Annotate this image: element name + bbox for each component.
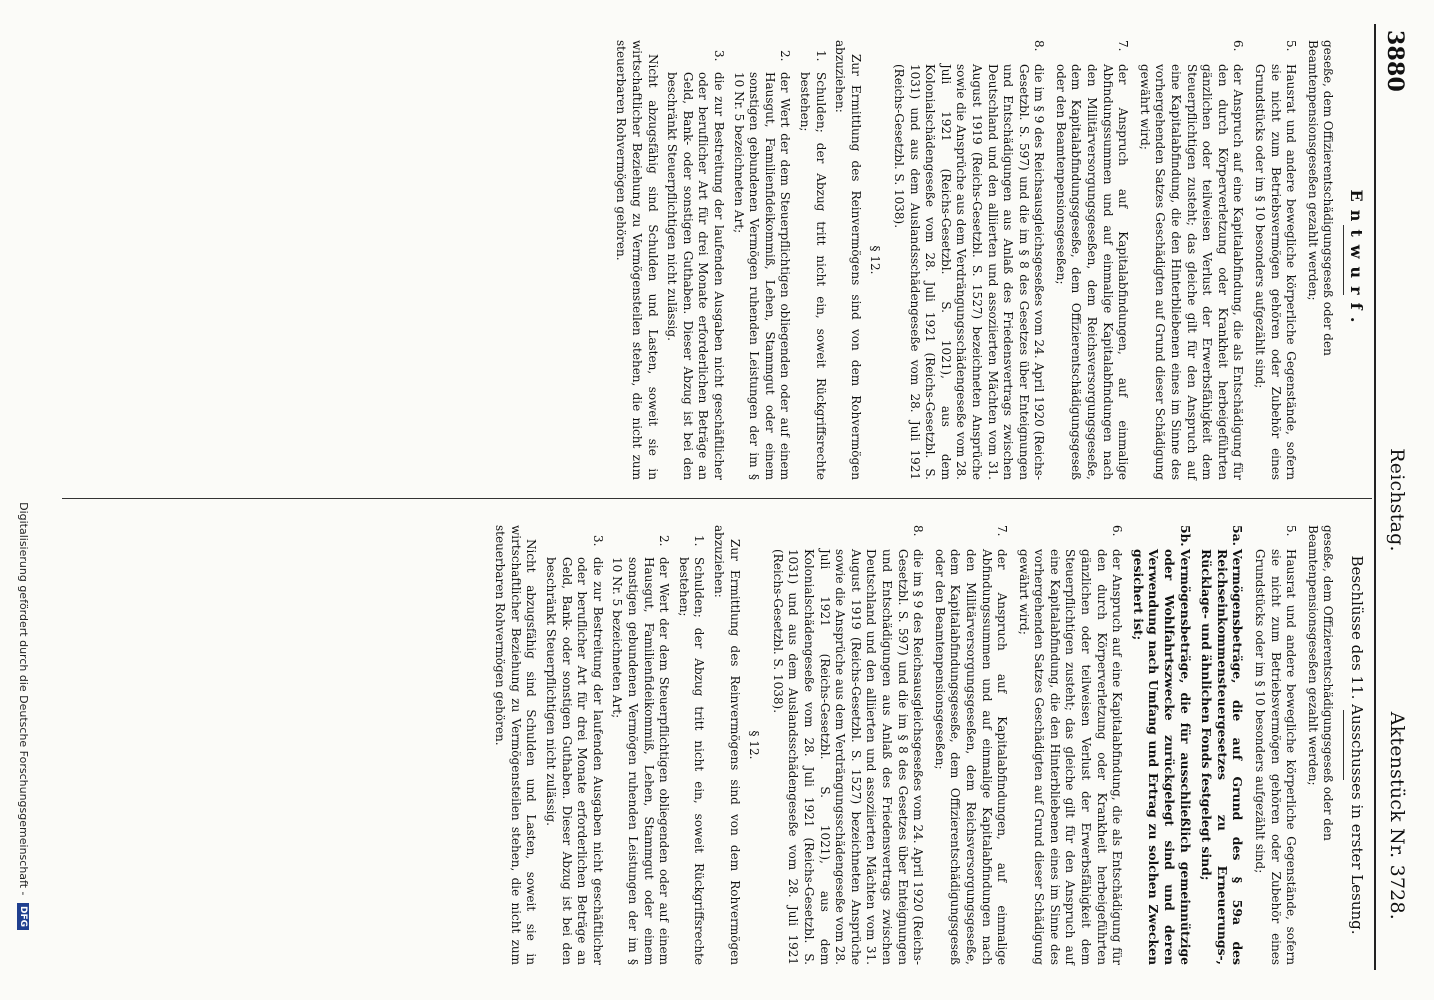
subitem — [664, 40, 726, 480]
subitem-text: der Wert der dem Steuerpflichtigen obliegenden oder auf einem Hausgut, Familienfideikommiß, Lehen, Stammgut oder einem sonstigen gebundenen Vermögen ruhenden Leistungen der im § 10 Nr. 5 bezeichneten Art; — [731, 72, 793, 480]
item-text: die im § 9 des Reichsausgleichsgeseßes vom 24. April 1920 (Reichs-Gesetzbl. S. 597) und die im § 8 des Gesetzes über Enteignungen und Entschädigungen aus Anlaß des Friedensvertrags zwischen Deutschland und den alliierten und assoziierten Mächten vom 31. August 1919 (Reichs-Gesetzbl. S. 1527) bezeichneten Ansprüche sowie die Ansprüche aus dem Verdrängungsschädengeseße vom 28. Juli 1921 (Reichs-Gesetzbl. S. 1021), aus dem Kolonialschädengeseße vom 28. Juli 1921 (Reichs-Gesetzbl. S. 1031) und aus dem Auslandsschädengeseße vom 28. Juli 1921 (Reichs-Gesetzbl. S. 1038). — [891, 64, 1047, 480]
title-rule — [1343, 225, 1344, 295]
subitem — [730, 40, 792, 480]
item-number: 6. — [1231, 40, 1246, 52]
left-column-title: Entwurf. — [1347, 189, 1366, 331]
list-item — [1052, 40, 1130, 480]
item-number: 8. — [1032, 40, 1047, 52]
closing-text: Nicht abzugsfähig sind Schulden und Lasten, soweit sie in wirtschaftlicher Beziehung zu Vermögensteilen stehen, die nicht zum steuerbaren Rohvermögen gehören. — [493, 525, 539, 965]
list-item — [1136, 40, 1245, 480]
paragraph-heading: § 12. — [747, 730, 762, 760]
subitem-list — [543, 525, 707, 965]
subitem-list — [664, 40, 828, 480]
header-title: Reichstag. — [1386, 448, 1408, 552]
subitem — [796, 40, 827, 480]
continuation-text: geseße, dem Offizierentschädigungsgeseß oder den Beamtenpensionsgeseßen gezahlt werden; — [1305, 525, 1336, 841]
item-number: 7. — [995, 525, 1010, 537]
item-number: 7. — [1116, 40, 1131, 52]
page-number: 3880 — [1382, 30, 1408, 93]
list-item — [890, 40, 1046, 480]
header-document-number: Aktenstück Nr. 3728. — [1386, 711, 1408, 920]
item-text: der Anspruch auf Kapitalabfindungen, auf einmalige Abfindungssummen und auf einmalige Kapitalabfindungen nach den Militärversorgungsgeseßen, dem Reichsversorgungsgeseße, dem Kapitalabfindungsgeseße, dem Offizierentschädigungsgeseß oder den Beamtenpensionsgeseßen; — [1053, 64, 1131, 480]
list-item — [1015, 525, 1124, 965]
subitem-number: 1. — [692, 535, 707, 547]
title-rule — [1343, 710, 1344, 780]
item-text: Vermögensbeträge, die auf Grund des § 59a des Reichseinkommensteuergesetzes zu Erneuerungs-, Rücklage- und ähnlichen Fonds festgelegt sind; — [1199, 549, 1246, 965]
right-column-resolutions — [492, 525, 1364, 965]
list-item — [1199, 525, 1246, 965]
item-text: Hausrat und andere bewegliche körperliche Gegenstände, sofern sie nicht zum Betriebsvermögen gehören oder Zubehör eines Grundstücks oder im § 10 besonders aufgezählt sind; — [1253, 64, 1299, 480]
list-item — [1251, 40, 1298, 480]
item-list — [769, 525, 1298, 965]
item-text: der Anspruch auf eine Kapitalabfindung, die als Entschädigung für den durch Körperverletzung oder Krankheit herbeigeführten gänzlichen oder teilweisen Verlust der Erwerbsfähigkeit dem Steuerpflichtigen zusteht; das gleiche gilt für den Anspruch auf eine Kapitalabfindung, die den Hinterbliebenen eines im Sinne des vorhergehenden Satzes Geschädigten auf Grund dieser Schädigung gewährt wird; — [1016, 549, 1125, 965]
right-column-title: Beschlüsse des 11. Ausschusses in erster Lesung. — [1348, 555, 1366, 935]
column-divider — [62, 498, 1372, 499]
paragraph-intro: Zur Ermittlung des Reinvermögens sind von dem Rohvermögen abzuziehen: — [712, 525, 742, 965]
subitem-text: Schulden; der Abzug tritt nicht ein, soweit Rückgriffsrechte bestehen; — [798, 72, 828, 480]
item-text: Vermögensbeträge, die für ausschließlich gemeinnützige oder Wohlfahrtszwecke zurückgelegt sind und deren Verwendung nach Umfang und Ertrag zu solchen Zwecken gesichert ist; — [1130, 549, 1193, 965]
subitem-number: 1. — [813, 50, 828, 62]
left-column-draft — [613, 40, 1364, 480]
paragraph-heading: § 12. — [868, 245, 883, 275]
page-header — [1372, 0, 1412, 1000]
subitem-text: der Wert der dem Steuerpflichtigen obliegenden oder auf einem Hausgut, Familienfideikommiß, Lehen, Stammgut oder einem sonstigen gebundenen Vermögen ruhenden Leistungen der im § 10 Nr. 5 bezeichneten Art; — [610, 557, 672, 965]
item-text: die im § 9 des Reichsausgleichsgeseßes vom 24. April 1920 (Reichs-Gesetzbl. S. 597) und die im § 8 des Gesetzes über Enteignungen und Entschädigungen aus Anlaß des Friedensvertrags zwischen Deutschland und den alliierten und assoziierten Mächten vom 31. August 1919 (Reichs-Gesetzbl. S. 1527) bezeichneten Ansprüche sowie die Ansprüche aus dem Verdrängungsschädengeseße vom 28. Juli 1921 (Reichs-Gesetzbl. S. 1021), aus dem Kolonialschädengeseße vom 28. Juli 1921 (Reichs-Gesetzbl. S. 1031) und aus dem Auslandsschädengeseße vom 28. Juli 1921 (Reichs-Gesetzbl. S. 1038). — [770, 549, 926, 965]
list-item — [1130, 525, 1192, 965]
item-text: der Anspruch auf Kapitalabfindungen, auf einmalige Abfindungssummen und auf einmalige Kapitalabfindungen nach den Militärversorgungsgeseßen, dem Reichsversorgungsgeseße, dem Kapitalabfindungsgeseße, dem Offizierentschädigungsgeseß oder den Beamtenpensionsgeseßen; — [932, 549, 1010, 965]
item-text: der Anspruch auf eine Kapitalabfindung, die als Entschädigung für den durch Körperverletzung oder Krankheit herbeigeführten gänzlichen oder teilweisen Verlust der Erwerbsfähigkeit dem Steuerpflichtigen zusteht; das gleiche gilt für den Anspruch auf eine Kapitalabfindung, die den Hinterbliebenen eines im Sinne des vorhergehenden Satzes Geschädigten auf Grund dieser Schädigung gewährt wird; — [1137, 64, 1246, 480]
digitization-credit — [6, 0, 30, 1000]
continuation-text: geseße, dem Offizierentschädigungsgeseß oder den Beamtenpensionsgeseßen gezahlt werden; — [1305, 40, 1336, 356]
item-number: 8. — [911, 525, 926, 537]
item-number: 5. — [1284, 525, 1299, 537]
item-number: 5. — [1284, 40, 1299, 52]
subitem-text: die zur Bestreitung der laufenden Ausgaben nicht geschäftlicher oder beruflicher Art für drei Monate erforderlichen Beträge an Geld, Bank- oder sonstigen Guthaben. Dieser Abzug ist bei den beschränkt Steuerpflichtigen nicht zulässig. — [544, 557, 605, 965]
item-number: 5a. — [1230, 525, 1246, 546]
dfg-logo: DFG — [17, 903, 29, 930]
list-item — [931, 525, 1009, 965]
subitem — [675, 525, 706, 965]
subitem-number: 3. — [712, 50, 727, 62]
credit-text: Digitalisierung gefördert durch die Deutsche Forschungsgemeinschaft - — [17, 502, 30, 896]
subitem — [543, 525, 605, 965]
item-list — [890, 40, 1298, 480]
closing-text: Nicht abzugsfähig sind Schulden und Lasten, soweit sie in wirtschaftlicher Beziehung zu Vermögensteilen stehen, die nicht zum steuerbaren Rohvermögen gehören. — [614, 40, 660, 480]
subitem-number: 2. — [657, 535, 672, 547]
header-rule — [1374, 24, 1376, 970]
item-text: Hausrat und andere bewegliche körperliche Gegenstände, sofern sie nicht zum Betriebsvermögen gehören oder Zubehör eines Grundstücks oder im § 10 besonders aufgezählt sind; — [1253, 549, 1299, 965]
item-number: 5b. — [1177, 525, 1193, 547]
subitem-number: 3. — [590, 535, 605, 547]
subitem-number: 2. — [778, 50, 793, 62]
list-item — [769, 525, 925, 965]
subitem-text: Schulden; der Abzug tritt nicht ein, soweit Rückgriffsrechte bestehen; — [676, 557, 707, 965]
paragraph-intro: Zur Ermittlung des Reinvermögens sind von dem Rohvermögen abzuziehen: — [833, 40, 863, 480]
subitem — [609, 525, 671, 965]
item-number: 6. — [1110, 525, 1125, 537]
list-item — [1251, 525, 1298, 965]
subitem-text: die zur Bestreitung der laufenden Ausgaben nicht geschäftlicher oder beruflicher Art für drei Monate erforderlichen Beträge an Geld, Bank- oder sonstigen Guthaben. Dieser Abzug ist bei den beschränkt Steuerpflichtigen nicht zulässig. — [665, 72, 727, 480]
